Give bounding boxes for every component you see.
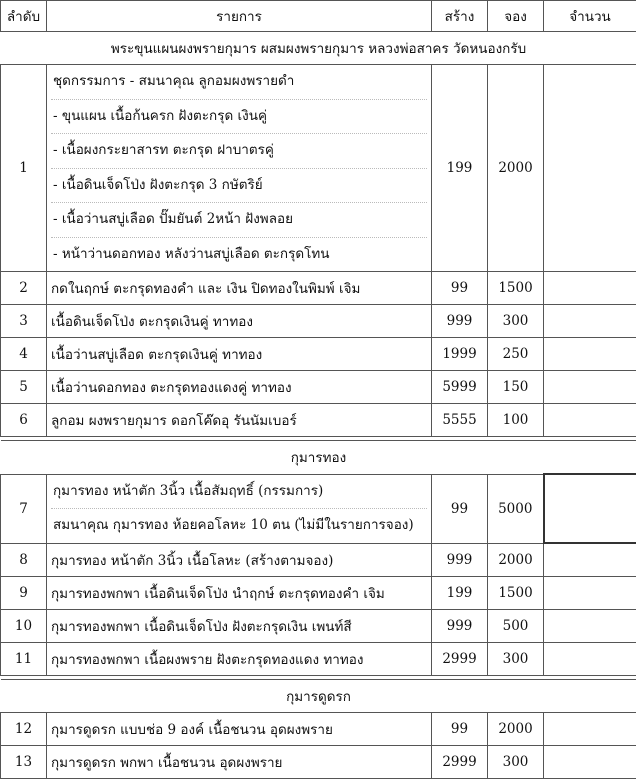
row-reserve: 250: [488, 338, 544, 371]
table-row: [1, 404, 636, 437]
item-line: - เนื้อดินเจ็ดโป่ง ฝังตะกรุด 3 กษัตริย์: [51, 169, 427, 204]
row-build: 2999: [432, 643, 488, 676]
row-qty-cell[interactable]: [544, 338, 636, 371]
table-row: [1, 371, 636, 404]
row-build: 99: [432, 713, 488, 746]
row-reserve: 300: [488, 305, 544, 338]
row-qty-cell[interactable]: [544, 272, 636, 305]
item-line: สมนาคุณ กุมารทอง ห้อยคอโลหะ 10 ตน (ไม่มีในรายการจอง): [51, 509, 427, 543]
row-reserve: 1500: [488, 577, 544, 610]
row-qty-cell[interactable]: [544, 610, 636, 643]
header-row: [1, 1, 636, 32]
row-number: 11: [1, 643, 47, 676]
row-number: 7: [1, 474, 47, 543]
row-item-lines: [47, 65, 432, 272]
row-qty-cell[interactable]: [544, 371, 636, 404]
row-build: 99: [432, 272, 488, 305]
row-reserve: 1500: [488, 272, 544, 305]
item-line: - เนื้อว่านสบู่เลือด ปั๊มยันต์ 2หน้า ฝังพลอย: [51, 203, 427, 238]
header-qty: จำนวน: [544, 1, 636, 32]
item-line: - ขุนแผน เนื้อก้นครก ฝังตะกรุด เงินคู่: [51, 100, 427, 135]
row-qty-cell[interactable]: [544, 577, 636, 610]
row-build: 5999: [432, 371, 488, 404]
row-item: กุมารทองพกพา เนื้อดินเจ็ดโป่ง นำฤกษ์ ตะกรุดทองคำ เจิม: [47, 577, 432, 610]
row-number: 6: [1, 404, 47, 437]
header-item: รายการ: [47, 1, 432, 32]
table-row: [1, 577, 636, 610]
table-row: [1, 543, 636, 577]
row-build: 999: [432, 305, 488, 338]
table-row: [1, 643, 636, 676]
row-number: 9: [1, 577, 47, 610]
item-line: - หน้าว่านดอกทอง หลังว่านสบู่เลือด ตะกรุดโทน: [51, 238, 427, 272]
row-number: 10: [1, 610, 47, 643]
section-title: พระขุนแผนผงพรายกุมาร ผสมผงพรายกุมาร หลวงพ่อสาคร วัดหนองกรับ: [1, 32, 636, 65]
row-reserve: 300: [488, 643, 544, 676]
row-item: ลูกอม ผงพรายกุมาร ดอกโค๊ดอุ รันนัมเบอร์: [47, 404, 432, 437]
header-build: สร้าง: [432, 1, 488, 32]
row-build: 999: [432, 610, 488, 643]
section-title: กุมารทอง: [1, 441, 636, 475]
row-qty-cell[interactable]: [544, 65, 636, 272]
row-reserve: 100: [488, 404, 544, 437]
row-item: กุมารทองพกพา เนื้อดินเจ็ดโป่ง ฝังตะกรุดเงิน เพนท์สี: [47, 610, 432, 643]
table-row: [1, 272, 636, 305]
row-item: กุมารดูดรก แบบช่อ 9 องค์ เนื้อชนวน อุดผงพราย: [47, 713, 432, 746]
row-number: 1: [1, 65, 47, 272]
table-row: [1, 338, 636, 371]
row-number: 13: [1, 746, 47, 779]
row-qty-cell[interactable]: [544, 305, 636, 338]
row-reserve: 2000: [488, 543, 544, 577]
row-reserve: 5000: [488, 474, 544, 543]
item-line: กุมารทอง หน้าตัก 3นิ้ว เนื้อสัมฤทธิ์ (กรรมการ): [51, 475, 427, 510]
row-build: 5555: [432, 404, 488, 437]
row-reserve: 2000: [488, 713, 544, 746]
row-item: กุมารทองพกพา เนื้อผงพราย ฝังตะกรุดทองแดง ทาทอง: [47, 643, 432, 676]
section-row: [1, 680, 636, 713]
row-number: 8: [1, 543, 47, 577]
row-qty-cell[interactable]: [544, 543, 636, 577]
row-build: 2999: [432, 746, 488, 779]
table-row: [1, 474, 636, 543]
section-row: [1, 32, 636, 65]
table-row: [1, 305, 636, 338]
row-reserve: 2000: [488, 65, 544, 272]
row-item: กุมารดูดรก พกพา เนื้อชนวน อุดผงพราย: [47, 746, 432, 779]
row-item: เนื้อว่านดอกทอง ตะกรุดทองแดงคู่ ทาทอง: [47, 371, 432, 404]
header-reserve: จอง: [488, 1, 544, 32]
row-build: 999: [432, 543, 488, 577]
header-no: ลำดับ: [1, 1, 47, 32]
row-number: 5: [1, 371, 47, 404]
row-qty-cell[interactable]: [544, 713, 636, 746]
section-row: [1, 441, 636, 475]
row-item: กุมารทอง หน้าตัก 3นิ้ว เนื้อโลหะ (สร้างตามจอง): [47, 543, 432, 577]
table-row: [1, 713, 636, 746]
section-title: กุมารดูดรก: [1, 680, 636, 713]
table-row: [1, 65, 636, 272]
item-line: ชุดกรรมการ - สมนาคุณ ลูกอมผงพรายดำ: [51, 65, 427, 100]
row-item: เนื้อดินเจ็ดโป่ง ตะกรุดเงินคู่ ทาทอง: [47, 305, 432, 338]
row-build: 1999: [432, 338, 488, 371]
row-qty-cell[interactable]: [544, 404, 636, 437]
row-number: 2: [1, 272, 47, 305]
table-row: [1, 610, 636, 643]
row-reserve: 500: [488, 610, 544, 643]
row-item-lines: [47, 474, 432, 543]
row-build: 199: [432, 65, 488, 272]
row-reserve: 150: [488, 371, 544, 404]
row-number: 3: [1, 305, 47, 338]
row-build: 199: [432, 577, 488, 610]
item-line: - เนื้อผงกระยาสารท ตะกรุด ฝาบาตรคู่: [51, 134, 427, 169]
row-qty-cell[interactable]: [544, 643, 636, 676]
row-number: 4: [1, 338, 47, 371]
row-number: 12: [1, 713, 47, 746]
row-reserve: 300: [488, 746, 544, 779]
row-item: เนื้อว่านสบู่เลือด ตะกรุดเงินคู่ ทาทอง: [47, 338, 432, 371]
row-item: กดในฤกษ์ ตะกรุดทองคำ และ เงิน ปิดทองในพิมพ์ เจิม: [47, 272, 432, 305]
row-build: 99: [432, 474, 488, 543]
row-qty-cell[interactable]: [544, 474, 636, 543]
